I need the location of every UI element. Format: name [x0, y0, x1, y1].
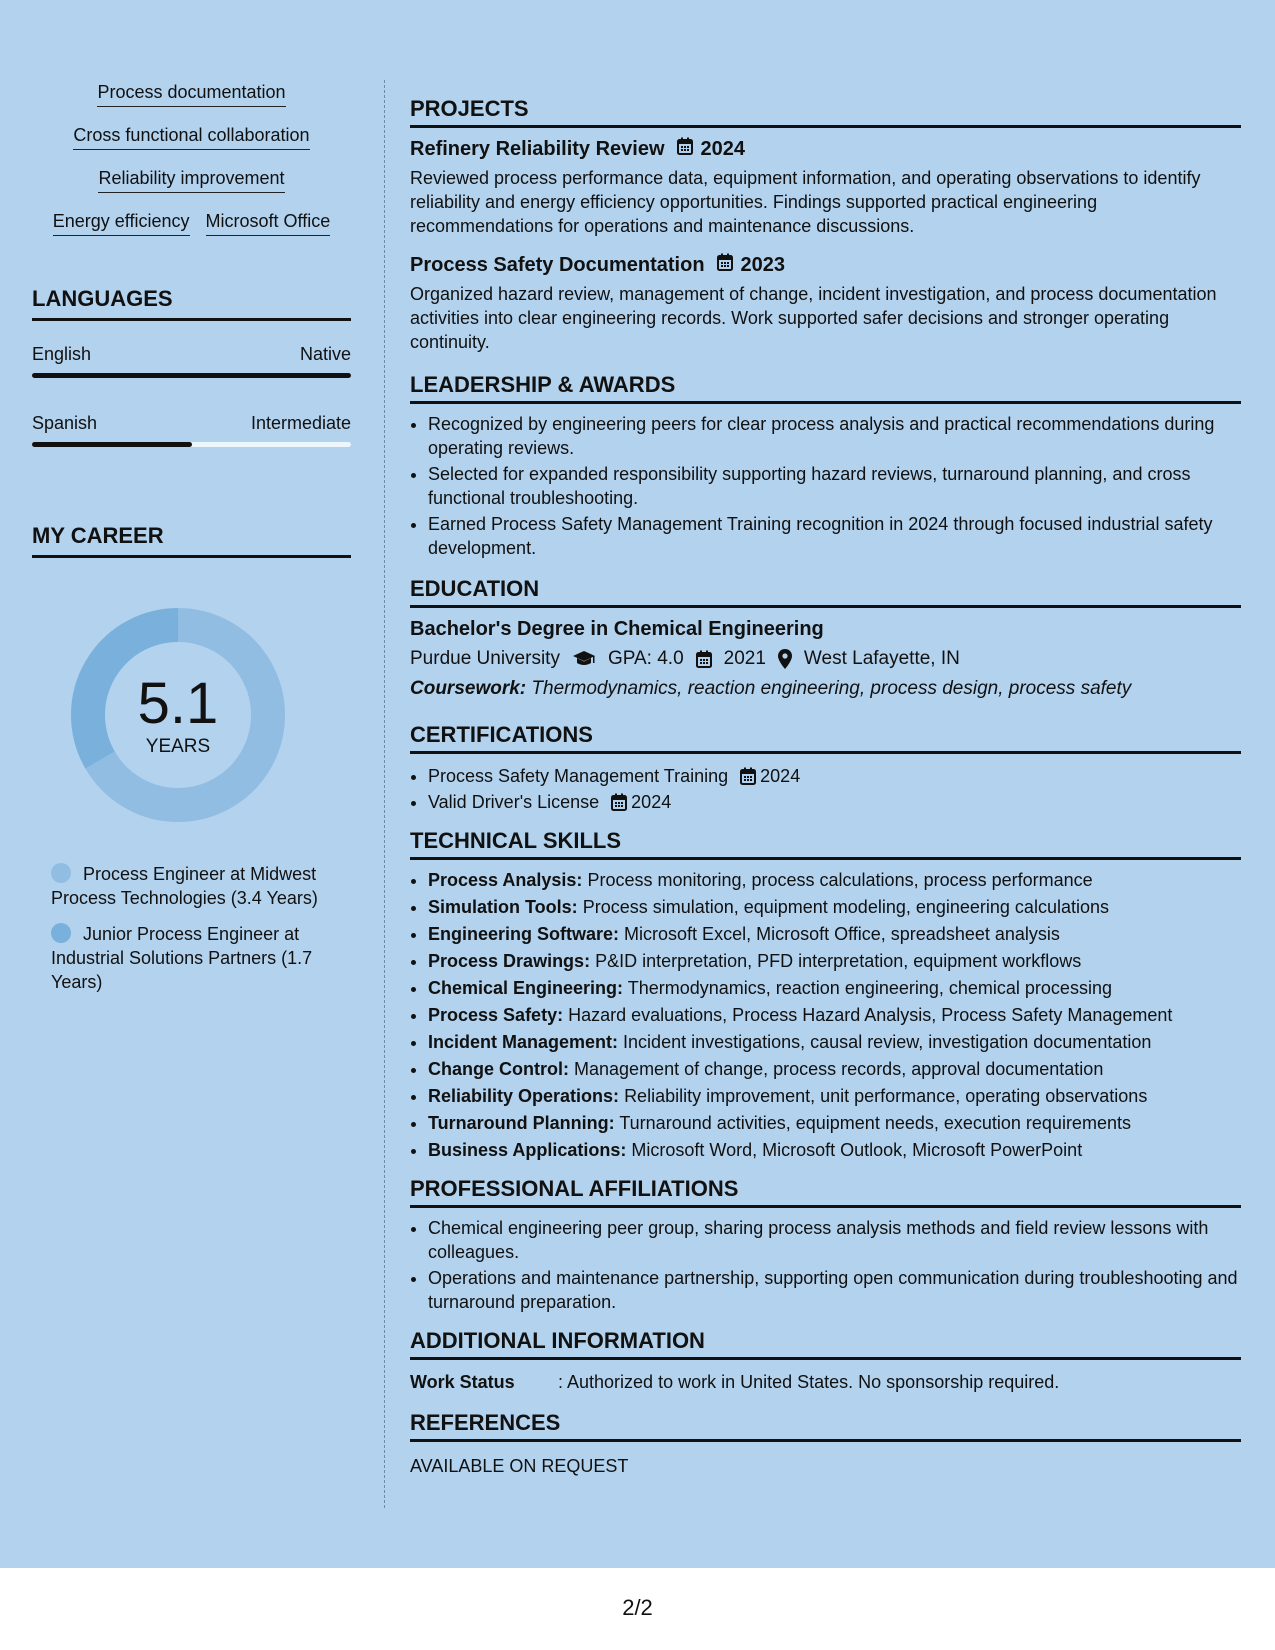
skill-value: Management of change, process records, approval documentation — [574, 1059, 1104, 1079]
skill-value: Turnaround activities, equipment needs, execution requirements — [619, 1113, 1131, 1133]
legend-label: Junior Process Engineer at Industrial Solutions Partners (1.7 Years) — [51, 924, 313, 992]
skill-label: Change Control: — [428, 1059, 569, 1079]
additional-info-heading: ADDITIONAL INFORMATION — [410, 1328, 1241, 1360]
skill-label: Turnaround Planning: — [428, 1113, 615, 1133]
coursework — [410, 676, 1241, 702]
affiliations-list — [410, 1216, 1241, 1314]
leadership-section — [410, 372, 1241, 560]
degree-title: Bachelor's Degree in Chemical Engineering — [410, 618, 824, 640]
references-text: AVAILABLE ON REQUEST — [410, 1456, 629, 1476]
skill-value: Thermodynamics, reaction engineering, chemical processing — [627, 978, 1112, 998]
certification-item — [428, 790, 1241, 814]
language-name: Spanish — [32, 413, 98, 433]
leadership-list — [410, 412, 1241, 560]
skill-item — [428, 1003, 1241, 1027]
language-name: English — [32, 344, 92, 364]
project-year: 2023 — [740, 254, 786, 276]
skill-value: Reliability improvement, unit performance, operating observations — [624, 1086, 1148, 1106]
skill-item — [428, 1138, 1241, 1162]
project-item — [410, 252, 1241, 354]
skill-tag: Process documentation — [97, 80, 285, 107]
legend-label: Process Engineer at Midwest Process Technologies (3.4 Years) — [51, 864, 318, 908]
language-bar-fill — [32, 442, 192, 447]
list-item: • Chemical engineering peer group, sharing process analysis methods and field review lessons with colleagues. — [428, 1216, 1241, 1264]
certifications-heading: CERTIFICATIONS — [410, 722, 1241, 754]
legend-item — [32, 862, 351, 910]
left-column — [32, 80, 351, 1006]
column-divider — [384, 80, 385, 1508]
project-year: 2024 — [700, 138, 746, 160]
skill-tags — [32, 80, 351, 236]
list-item: • Earned Process Safety Management Training recognition in 2024 through focused industrial safety development. — [428, 512, 1241, 560]
project-name: Refinery Reliability Review — [410, 138, 665, 160]
language-bar — [32, 442, 351, 447]
projects-heading: PROJECTS — [410, 96, 1241, 128]
calendar-icon — [677, 136, 693, 162]
list-item: • Selected for expanded responsibility supporting hazard reviews, turnaround planning, and cross functional troubleshooting. — [428, 462, 1241, 510]
skill-tag: Energy efficiency — [53, 209, 190, 236]
language-item — [32, 343, 351, 378]
references-section — [410, 1410, 1241, 1478]
certifications-list — [410, 764, 1241, 814]
list-item: • Operations and maintenance partnership, supporting open communication during troubleshooting and turnaround preparation. — [428, 1266, 1241, 1314]
languages-section — [32, 286, 351, 447]
references-heading: REFERENCES — [410, 1410, 1241, 1442]
coursework-value: Thermodynamics, reaction engineering, process design, process safety — [531, 678, 1132, 699]
calendar-icon — [696, 650, 712, 668]
legend-dot — [51, 923, 71, 943]
skill-label: Process Analysis: — [428, 870, 583, 890]
skill-value: Process monitoring, process calculations, process performance — [587, 870, 1093, 890]
skill-label: Process Drawings: — [428, 951, 591, 971]
skill-item — [428, 1057, 1241, 1081]
school-location: West Lafayette, IN — [803, 648, 960, 669]
skill-item — [428, 895, 1241, 919]
skill-value: Microsoft Word, Microsoft Outlook, Microsoft PowerPoint — [631, 1140, 1083, 1160]
skill-label: Incident Management: — [428, 1032, 619, 1052]
calendar-icon — [611, 793, 627, 811]
project-description: Organized hazard review, management of change, incident investigation, and process documentation activities into clear engineering records. Work supported safer decisions and stronger operating continuity. — [410, 284, 1217, 352]
skill-label: Simulation Tools: — [428, 897, 578, 917]
page-number: 2/2 — [622, 1595, 653, 1620]
skill-item — [428, 922, 1241, 946]
certifications-section — [410, 722, 1241, 814]
skill-label: Business Applications: — [428, 1140, 627, 1160]
skill-item — [428, 868, 1241, 892]
skill-item — [428, 949, 1241, 973]
language-bar-fill — [32, 373, 351, 378]
skill-value: Microsoft Excel, Microsoft Office, spreadsheet analysis — [624, 924, 1060, 944]
education-details — [410, 646, 1241, 672]
projects-section — [410, 96, 1241, 354]
location-pin-icon — [778, 649, 792, 669]
certification-name: • Process Safety Management Training — [428, 766, 729, 786]
language-level: Native — [299, 344, 351, 364]
education-heading: EDUCATION — [410, 576, 1241, 608]
skill-item — [428, 1084, 1241, 1108]
calendar-icon — [740, 767, 756, 785]
affiliations-section — [410, 1176, 1241, 1314]
skill-value: Incident investigations, causal review, investigation documentation — [623, 1032, 1152, 1052]
career-section — [32, 523, 351, 994]
project-item — [410, 136, 1241, 238]
skill-item — [428, 976, 1241, 1000]
skill-tag: Reliability improvement — [98, 166, 284, 193]
languages-heading: LANGUAGES — [32, 286, 351, 321]
school-name: Purdue University — [410, 648, 560, 669]
skill-label: Process Safety: — [428, 1005, 564, 1025]
language-level: Intermediate — [250, 413, 351, 433]
technical-skills-list — [410, 868, 1241, 1162]
affiliations-heading: PROFESSIONAL AFFILIATIONS — [410, 1176, 1241, 1208]
skill-label: Reliability Operations: — [428, 1086, 620, 1106]
technical-skills-section — [410, 828, 1241, 1162]
career-total-value: 5.1 — [137, 671, 219, 736]
work-status — [410, 1370, 1241, 1394]
certification-year: 2024 — [631, 792, 672, 812]
gpa: GPA: 4.0 — [607, 648, 684, 669]
skill-tag: Cross functional collaboration — [73, 123, 309, 150]
education-section — [410, 576, 1241, 702]
work-status-label: Work Status — [410, 1372, 515, 1392]
leadership-heading: LEADERSHIP & AWARDS — [410, 372, 1241, 404]
career-legend — [32, 862, 351, 994]
skill-label: Chemical Engineering: — [428, 978, 624, 998]
skill-item — [428, 1111, 1241, 1135]
skill-value: Process simulation, equipment modeling, engineering calculations — [582, 897, 1109, 917]
certification-name: • Valid Driver's License — [428, 792, 600, 812]
career-total-unit: YEARS — [145, 736, 211, 757]
certification-item — [428, 764, 1241, 788]
technical-skills-heading: TECHNICAL SKILLS — [410, 828, 1241, 860]
work-status-value: : Authorized to work in United States. No sponsorship required. — [558, 1372, 1060, 1392]
graduation-cap-icon — [572, 650, 596, 668]
language-item — [32, 412, 351, 447]
skill-label: Engineering Software: — [428, 924, 620, 944]
skill-item — [428, 1030, 1241, 1054]
career-donut-chart — [65, 602, 291, 828]
skill-value: P&ID interpretation, PFD interpretation, equipment workflows — [595, 951, 1082, 971]
calendar-icon — [717, 252, 733, 278]
project-name: Process Safety Documentation — [410, 254, 705, 276]
legend-dot — [51, 863, 71, 883]
legend-item — [32, 922, 351, 994]
graduation-year: 2021 — [723, 648, 766, 669]
career-heading: MY CAREER — [32, 523, 351, 558]
project-description: Reviewed process performance data, equipment information, and operating observations to identify reliability and energy efficiency opportunities. Findings supported practical engineering recommendations for operations and maintenance discussions. — [410, 168, 1201, 236]
list-item: • Recognized by engineering peers for clear process analysis and practical recommendations during operating reviews. — [428, 412, 1241, 460]
skill-value: Hazard evaluations, Process Hazard Analysis, Process Safety Management — [568, 1005, 1173, 1025]
right-column — [410, 96, 1241, 1478]
coursework-label: Coursework: — [410, 678, 527, 699]
additional-info-section — [410, 1328, 1241, 1394]
skill-tag: Microsoft Office — [206, 209, 331, 236]
language-bar — [32, 373, 351, 378]
certification-year: 2024 — [760, 766, 801, 786]
